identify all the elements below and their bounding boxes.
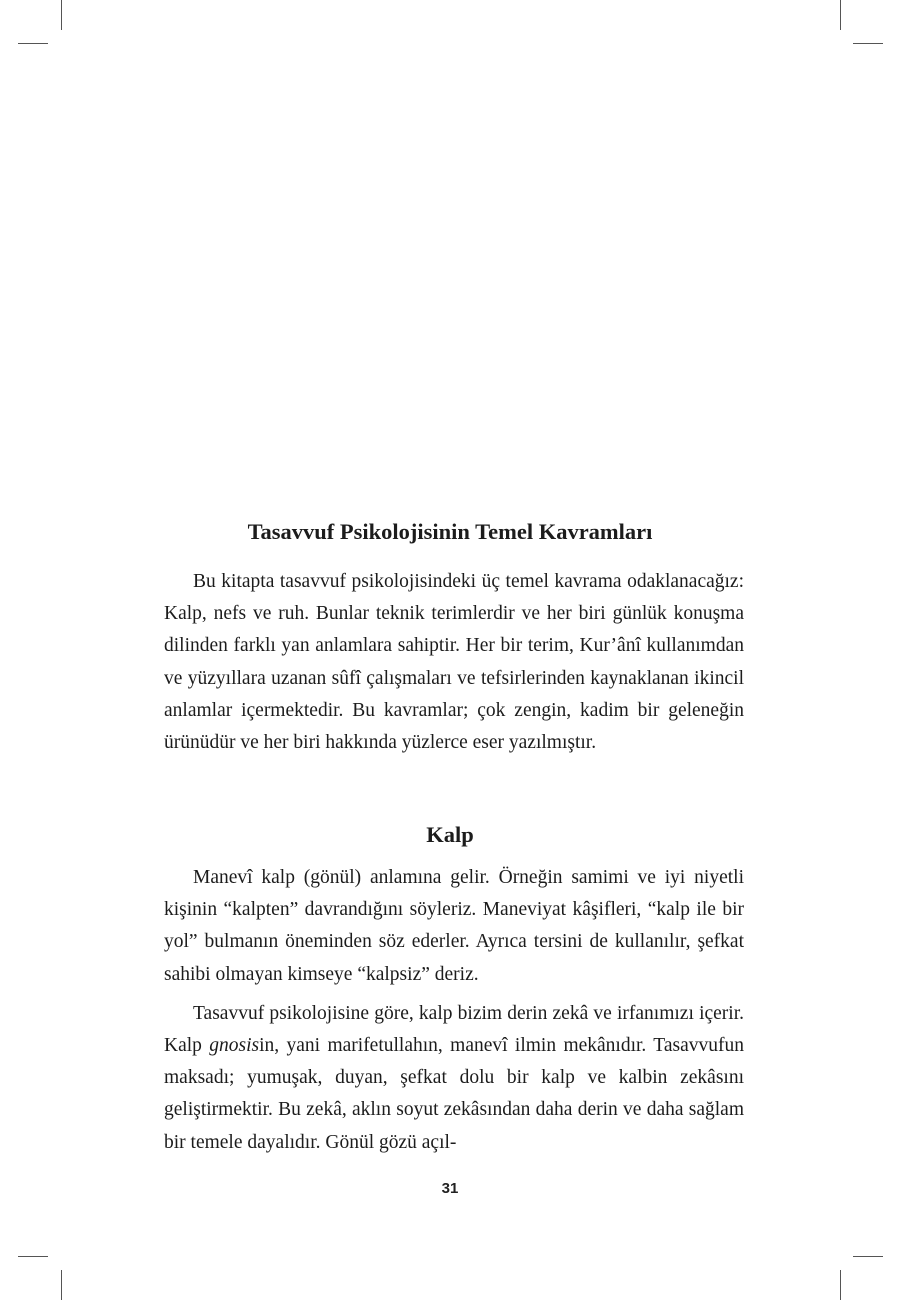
section-heading-temel-kavramlar: Tasavvuf Psikolojisinin Temel Kavramları [247,519,653,544]
section-body-temel-kavramlar [164,566,744,759]
section-heading-kalp: Kalp [426,822,474,847]
crop-mark-bottom-left-vertical [61,1270,62,1300]
paragraph-text: in, yani marifetullahın, manevî ilmin mekânıdır. Tasavvufun maksadı; yumuşak, duyan, şefkat dolu bir kalp ve kalbin zekâsını geliştirmektir. Bu zekâ, aklın soyut zekâsından daha derin ve daha sağlam bir temele dayalıdır. Gönül gözü açıl- [164,1035,744,1153]
italic-term: gnosis [209,1035,260,1057]
crop-mark-top-right-horizontal [853,43,883,44]
crop-mark-bottom-right-horizontal [853,1256,883,1257]
paragraph-text: Tasavvuf psikolojisine göre, kalp bizim derin zekâ ve irfanımızı içerir. Kalp [164,1002,744,1057]
crop-mark-bottom-right-vertical [840,1270,841,1300]
page-number: 31 [441,1180,459,1197]
paragraph: Manevî kalp (gönül) anlamına gelir. Örneğin samimi ve iyi niyetli kişinin “kalpten” davrandığını söyleriz. Maneviyat kâşifleri, “kalp ile bir yol” bulmanın öneminden söz ederler. Ayrıca tersini de kullanılır, şefkat sahibi olmayan kimseye “kalpsiz” deriz. [164,867,744,985]
section-body-kalp [164,862,744,1159]
crop-mark-top-left-horizontal [18,43,48,44]
paragraph: Bu kitapta tasavvuf psikolojisindeki üç temel kavrama odaklanacağız: Kalp, nefs ve ruh. Bunlar teknik terimlerdir ve her biri günlük konuşma dilinden farklı yan anlamlara sahiptir. Her bir terim, Kur’ânî kullanımdan ve yüzyıllara uzanan sûfî çalışmaları ve tefsirlerinden kaynaklanan ikincil anlamlar içermektedir. Bu kavramlar; çok zengin, kadim bir geleneğin ürünüdür ve her biri hakkında yüzlerce eser yazılmıştır. [164,571,744,754]
paragraph [164,998,744,1159]
crop-mark-bottom-left-horizontal [18,1256,48,1257]
crop-mark-top-right-vertical [840,0,841,30]
crop-mark-top-left-vertical [61,0,62,30]
